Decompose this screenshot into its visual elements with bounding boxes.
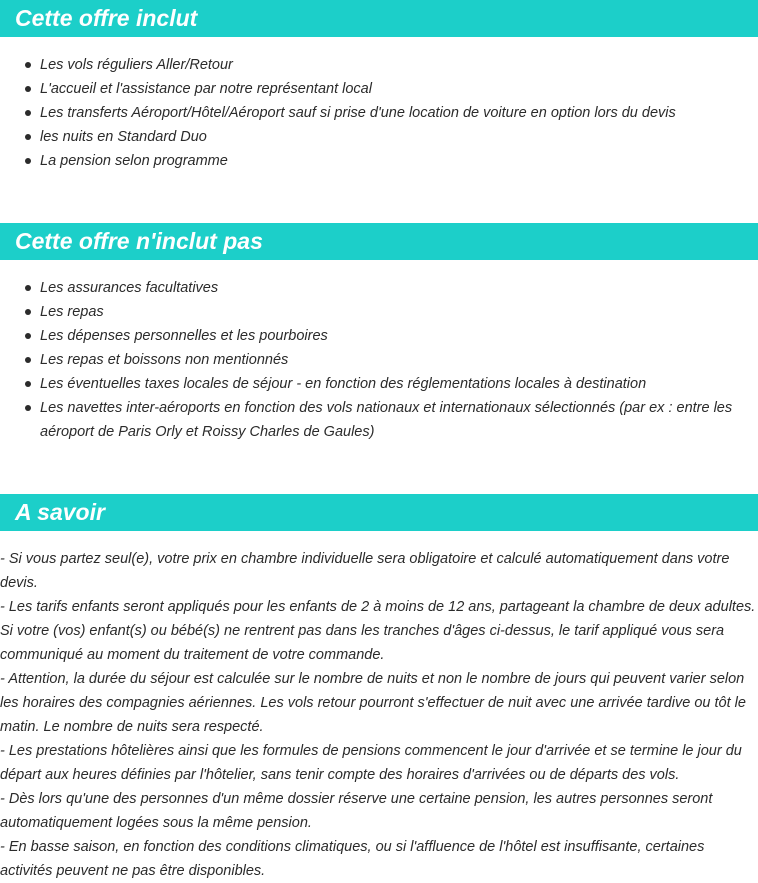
note-line: - En basse saison, en fonction des conditions climatiques, ou si l'affluence de l'hôtel est insuffisante, certaines activités peuvent ne pas être disponibles. (0, 839, 705, 879)
section-excludes (0, 223, 758, 444)
includes-list (0, 53, 758, 173)
note-line: - Les tarifs enfants seront appliqués pour les enfants de 2 à moins de 12 ans, partageant la chambre de deux adultes. (0, 599, 756, 615)
list-item: Les assurances facultatives (0, 276, 758, 300)
includes-title: Cette offre inclut (0, 0, 758, 37)
savoir-title: A savoir (0, 494, 758, 531)
section-includes (0, 0, 758, 173)
list-item: Les transferts Aéroport/Hôtel/Aéroport sauf si prise d'une location de voiture en option lors du devis (0, 101, 758, 125)
list-item: La pension selon programme (0, 149, 758, 173)
list-item: Les vols réguliers Aller/Retour (0, 53, 758, 77)
list-item: les nuits en Standard Duo (0, 125, 758, 149)
excludes-list (0, 276, 758, 444)
list-item: Les dépenses personnelles et les pourboires (0, 324, 758, 348)
note-line: - Les prestations hôtelières ainsi que les formules de pensions commencent le jour d'arrivée et se termine le jour du départ aux heures définies par l'hôtelier, sans tenir compte des horaires d'arrivées ou de départs des vols. (0, 743, 742, 783)
section-a-savoir (0, 494, 758, 883)
excludes-title: Cette offre n'inclut pas (0, 223, 758, 260)
note-line: - Attention, la durée du séjour est calculée sur le nombre de nuits et non le nombre de jours qui peuvent varier selon les horaires des compagnies aériennes. Les vols retour pourront s'effectuer de nuit avec une arrivée tardive ou tôt le matin. Le nombre de nuits sera respecté. (0, 671, 746, 735)
note-line: Si votre (vos) enfant(s) ou bébé(s) ne rentrent pas dans les tranches d'âges ci-dessus, le tarif appliqué vous sera communiqué au moment du traitement de votre commande. (0, 623, 725, 663)
list-item: L'accueil et l'assistance par notre représentant local (0, 77, 758, 101)
savoir-notes (0, 547, 758, 883)
list-item: Les navettes inter-aéroports en fonction des vols nationaux et internationaux sélectionnés (par ex : entre les aéroport de Paris Orly et Roissy Charles de Gaules) (0, 396, 758, 444)
note-line: - Dès lors qu'une des personnes d'un même dossier réserve une certaine pension, les autres personnes seront automatiquement logées sous la même pension. (0, 791, 713, 831)
note-line: - Si vous partez seul(e), votre prix en chambre individuelle sera obligatoire et calculé automatiquement dans votre devis. (0, 551, 730, 591)
list-item: Les repas (0, 300, 758, 324)
list-item: Les éventuelles taxes locales de séjour - en fonction des réglementations locales à destination (0, 372, 758, 396)
list-item: Les repas et boissons non mentionnés (0, 348, 758, 372)
